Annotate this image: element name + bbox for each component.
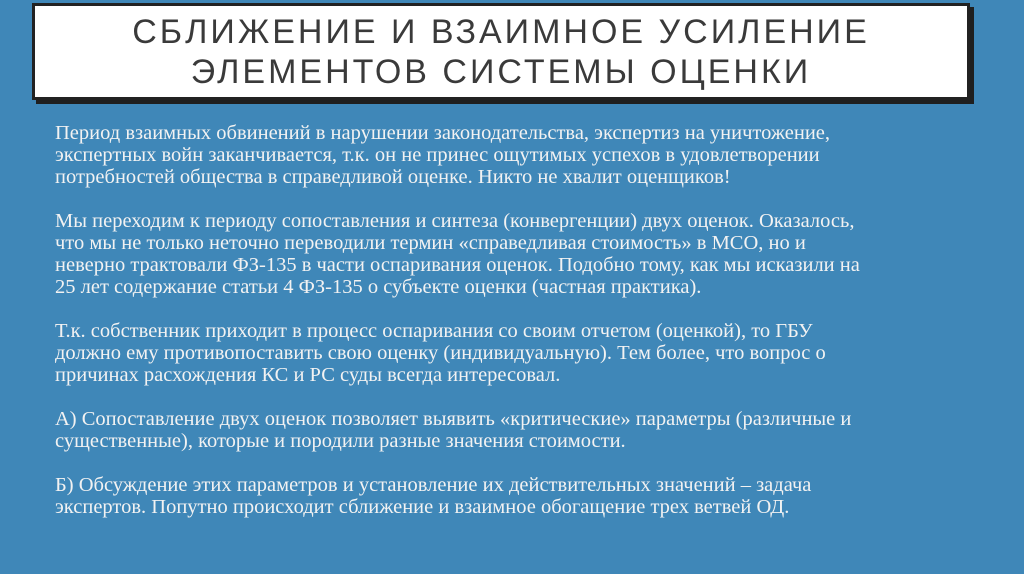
text-line: Мы переходим к периоду сопоставления и синтеза (конвергенции) двух оценок. Оказалось, — [55, 210, 855, 232]
text-line: неверно трактовали ФЗ-135 в части оспаривания оценок. Подобно тому, как мы исказили на — [55, 254, 860, 276]
text-line: экспертов. Попутно происходит сближение и взаимное обогащение трех ветвей ОД. — [55, 496, 790, 518]
text-line: экспертных войн заканчивается, т.к. он не принес ощутимых успехов в удовлетворении — [55, 144, 820, 166]
text-line: Б) Обсуждение этих параметров и установление их действительных значений – задача — [55, 474, 812, 496]
text-line: Период взаимных обвинений в нарушении законодательства, экспертиз на уничтожение, — [55, 122, 831, 144]
slide-title-line-2: ЭЛЕМЕНТОВ СИСТЕМЫ ОЦЕНКИ — [190, 52, 812, 91]
text-line: потребностей общества в справедливой оценке. Никто не хвалит оценщиков! — [55, 166, 731, 188]
paragraph-3 — [55, 320, 995, 386]
slide-title-box — [32, 3, 970, 100]
text-line: 25 лет содержание статьи 4 ФЗ-135 о субъекте оценки (частная практика). — [55, 276, 702, 298]
text-line: причинах расхождения КС и РС суды всегда интересовал. — [55, 364, 561, 386]
slide-title-line-1: СБЛИЖЕНИЕ И ВЗАИМНОЕ УСИЛЕНИЕ — [132, 12, 870, 51]
text-line: Т.к. собственник приходит в процесс оспаривания со своим отчетом (оценкой), то ГБУ — [55, 320, 813, 342]
paragraph-2 — [55, 210, 995, 298]
paragraph-4 — [55, 408, 995, 452]
paragraph-1 — [55, 122, 995, 188]
text-line: должно ему противопоставить свою оценку (индивидуальную). Тем более, что вопрос о — [55, 342, 826, 364]
paragraph-5 — [55, 474, 995, 518]
text-line: что мы не только неточно переводили термин «справедливая стоимость» в МСО, но и — [55, 232, 806, 254]
text-line: А) Сопоставление двух оценок позволяет выявить «критические» параметры (различные и — [55, 408, 852, 430]
text-line: существенные), которые и породили разные значения стоимости. — [55, 430, 626, 452]
slide-body — [55, 122, 995, 540]
